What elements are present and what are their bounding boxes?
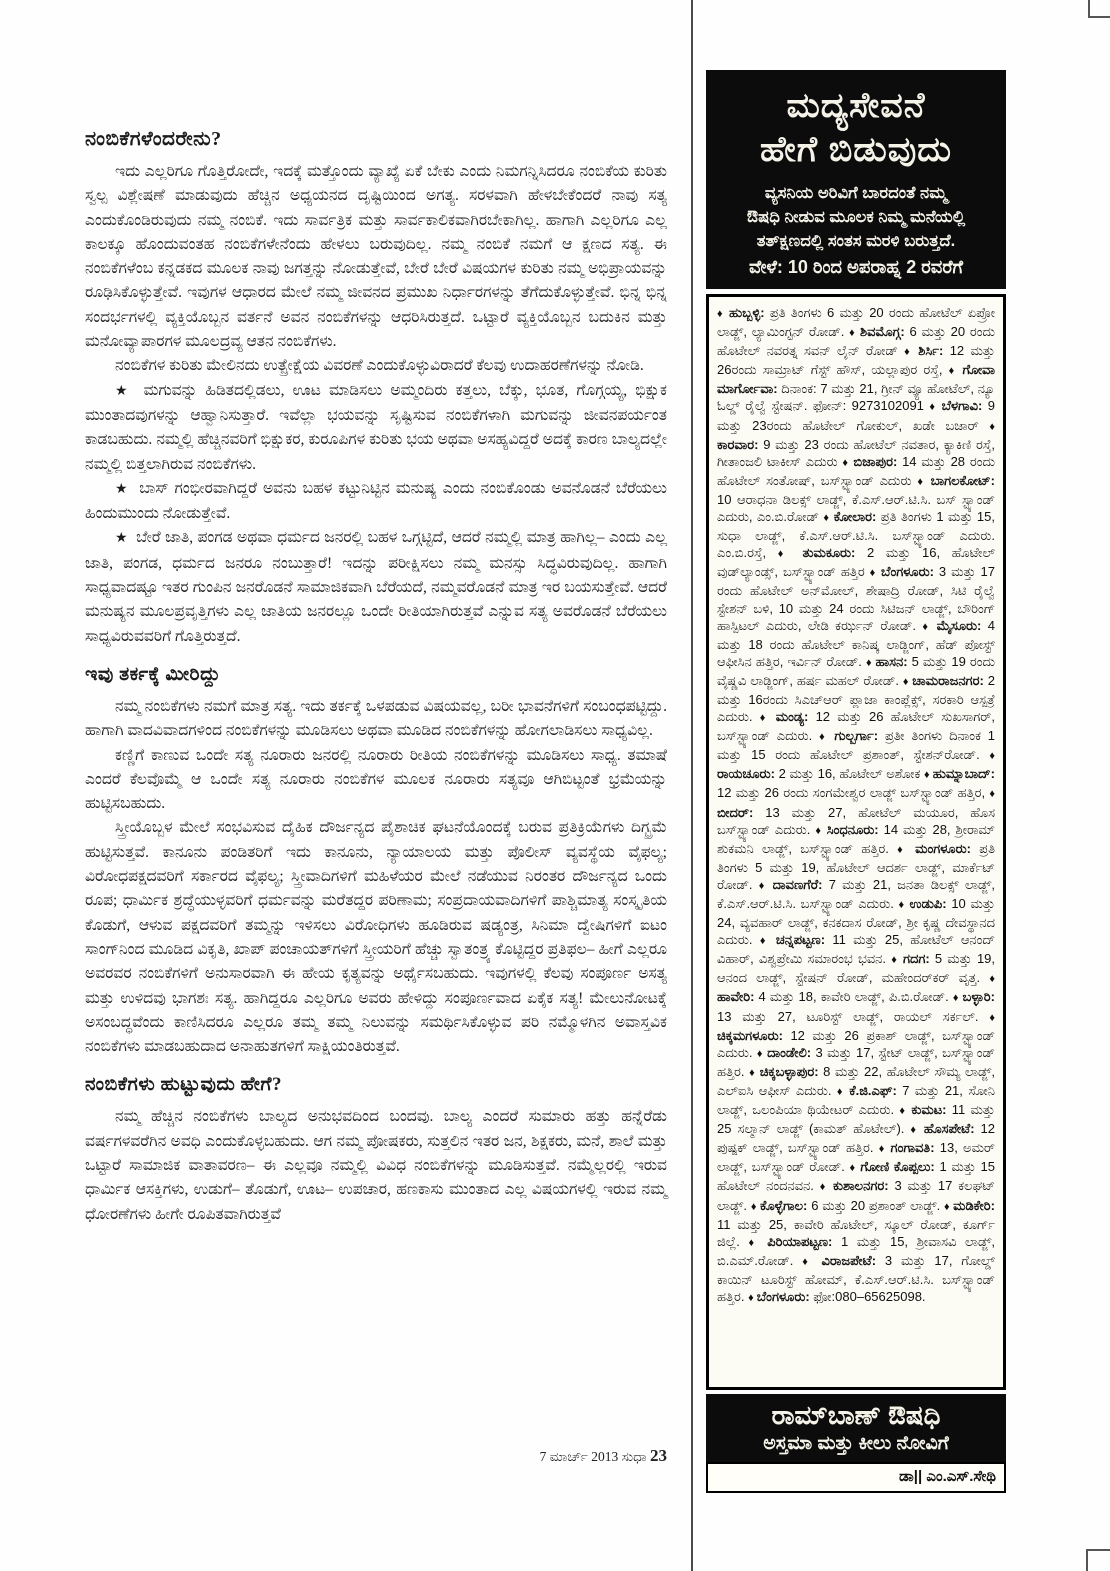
ad-header-banner: [706, 70, 1006, 289]
listing-city-name: ಕೊಳ್ಳೆಗಾಲ:: [759, 1197, 812, 1213]
diamond-bullet-icon: ♦: [756, 1047, 768, 1060]
listing-details: 12 ಮತ್ತು 26ರಂದು ಸಾಮ್ರಾಟ್ ಗೆಸ್ಟ್ ಹೌಸ್, ಯಲ್ಲಾಪುರ ರಸ್ತೆ,: [717, 343, 995, 378]
listing-city-name: ಚನ್ನಪಟ್ಟಣ:: [775, 932, 833, 948]
diamond-bullet-icon: ♦: [989, 750, 995, 763]
doctor-name: ಡಾ|| ಎಂ.ಎಸ್.ಸೇಥಿ: [898, 1468, 996, 1485]
diamond-bullet-icon: ♦: [802, 1255, 822, 1268]
diamond-bullet-icon: ♦: [819, 731, 835, 744]
listing-details: 6 ಮತ್ತು 20 ರಂದು ಹೊಟೇಲ್ ನವರತ್ನ ಸವನ್ ಲೈನ್ ರೋಡ್: [717, 324, 996, 359]
diamond-bullet-icon: ♦: [749, 1066, 760, 1079]
listing-city-name: ಗುಲ್ಬರ್ಗಾ:: [834, 728, 885, 744]
ad-timing-line: ವೇಳೆ: 10 ರಿಂದ ಅಪರಾಹ್ನ 2 ರವರೆಗೆ: [748, 257, 964, 277]
star-bullet-list: [85, 379, 667, 649]
diamond-bullet-icon: ♦: [923, 769, 933, 782]
listing-details: 2 ಮತ್ತು 16, ಹೊಟೇಲ್ ವುಡ್‌ಲ್ಯಾಂಡ್ಸ್, ಬಸ್‌ಸ್ಟ್ಯಾಂಡ್ ಹತ್ತಿರ: [717, 545, 995, 580]
listing-details: 13 ಮತ್ತು 27, ಟೂರಿಸ್ಟ್ ಲಾಡ್ಜ್, ರಾಯಲ್ ಸರ್ಕಲ್.: [717, 1008, 990, 1024]
listing-details: 4 ಮತ್ತು 18 ರಂದು ಹೊಟೇಲ್ ಕಾನಿಷ್ಕ ಲಾಡ್ಜಿಂಗ್, ಹೆಡ್ ಪೋಸ್ಟ್ ಆಫೀಸಿನ ಹತ್ತಿರ, ಇರ್ವಿನ್ ರೋಡ್.: [717, 617, 996, 669]
diamond-bullet-icon: ♦: [948, 365, 963, 378]
listing-details: 10 ಆರಾಧನಾ ಡಿಲಕ್ಸ್ ಲಾಡ್ಜ್, ಕೆ.ಎಸ್.ಆರ್.ಟಿ.ಸಿ. ಬಸ್ ಸ್ಟ್ಯಾಂಡ್ ಎದುರು, ಎಂ.ಬಿ.ರೋಡ್: [717, 491, 995, 525]
diamond-bullet-icon: ♦: [910, 1124, 924, 1137]
diamond-bullet-icon: ♦: [759, 935, 776, 948]
article-paragraph-5: ಸ್ತ್ರೀಯೊಬ್ಬಳ ಮೇಲೆ ಸಂಭವಿಸುವ ದೈಹಿಕ ದೌರ್ಜನ್ಯದ ಪೈಶಾಚಿಕ ಘಟನೆಯೊಂದಕ್ಕೆ ಬರುವ ಪ್ರತಿಕ್ರಿಯೆಗಳು ದಿಗ್ಭ್ರಮೆ ಹುಟ್ಟಿಸುತ್ತವೆ. ಕಾನೂನು ಪಂಡಿತರಿಗೆ ಇದು ಕಾನೂನು, ನ್ಯಾಯಾಲಯ ಮತ್ತು ಪೊಲೀಸ್ ವ್ಯವಸ್ಥೆಯ ವೈಫಲ್ಯ; ವಿರೋಧಪಕ್ಷದವರಿಗೆ ಸರ್ಕಾರದ ವೈಫಲ್ಯ; ಸ್ತ್ರೀವಾದಿಗಳಿಗೆ ಮಹಿಳೆಯರ ಮೇಲೆ ನಡೆಯುವ ನಿರಂತರ ದೌರ್ಜನ್ಯದ ಒಂದು ರೂಪ; ಧಾರ್ಮಿಕ ಶ್ರದ್ಧೆಯುಳ್ಳವರಿಗೆ ಧರ್ಮವನ್ನು ಮರೆತದ್ದರ ಪರಿಣಾಮ; ಸಂಪ್ರದಾಯವಾದಿಗಳಿಗೆ ಪಾಶ್ಚಿಮಾತ್ಯ ಸಂಸ್ಕೃತಿಯ ಕೊಡುಗೆ, ಆಳುವ ಪಕ್ಷದವರಿಗೆ ತಮ್ಮನ್ನು ಇಳಿಸಲು ವಿರೋಧಿಗಳು ಹೂಡಿರುವ ಷಡ್ಯಂತ್ರ, ಸಿನಿಮಾ ದ್ವೇಷಿಗಳಿಗೆ ಐಟಂ ಸಾಂಗ್‌ನಿಂದ ಮೂಡಿದ ವಿಕೃತಿ, ಖಾಪ್ ಪಂಚಾಯತ್‌ಗಳಿಗೆ ಸ್ತ್ರೀಯರಿಗೆ ಹೆಚ್ಚು ಸ್ವಾತಂತ್ರ್ಯ ಕೊಟ್ಟಿದ್ದರ ಪ್ರತಿಫಲ– ಹೀಗೆ ಎಲ್ಲರೂ ಅವರವರ ನಂಬಿಕೆಗಳಿಗೆ ಅನುಸಾರವಾಗಿ ಈ ಹೇಯ ಕೃತ್ಯವನ್ನು ಅರ್ಥೈಸಬಹುದು. ಇವುಗಳಲ್ಲಿ ಕೆಲವು ಸಂಪೂರ್ಣ ಅಸತ್ಯ ಮತ್ತು ಉಳಿದವು ಭಾಗಶಃ ಸತ್ಯ. ಹಾಗಿದ್ದರೂ ಎಲ್ಲರಿಗೂ ಅವರು ಹೇಳಿದ್ದು ಸಂಪೂರ್ಣವಾದ ಏಕೈಕ ಸತ್ಯ! ಮೇಲುನೋಟಕ್ಕೆ ಅಸಂಬದ್ಧವೆಂದು ಕಾಣಿಸಿದರೂ ಎಲ್ಲರೂ ತಮ್ಮ ತಮ್ಮ ನಿಲುವನ್ನು ಸಮರ್ಥಿಸಿಕೊಳ್ಳುವ ಪರಿ ನಮ್ಮೊಳಗಿನ ಅವಾಸ್ತವಿಕ ನಂಬಿಕೆಗಳು ಮಾಡಬಹುದಾದ ಅನಾಹುತಗಳಿಗೆ ಸಾಕ್ಷಿಯಂತಿರುತ್ತವೆ.: [85, 819, 667, 1056]
listing-city-name: ರಾಯಚೂರು:: [717, 766, 779, 782]
listing-city-name: ಚಿಕ್ಕಮಗಳೂರು:: [717, 1027, 791, 1043]
listing-city-name: ಬೆಂಗಳೂರು:: [756, 1288, 814, 1304]
diamond-bullet-icon: ♦: [944, 1200, 954, 1213]
star-icon: ★: [115, 383, 144, 399]
ad-subtitle-line2: ಔಷಧಿ ನೀಡುವ ಮೂಲಕ ನಿಮ್ಮ ಮನೆಯಲ್ಲಿ: [746, 208, 966, 226]
listing-city-name: ಕಾರವಾರ:: [717, 436, 764, 452]
footer-date: 7 ಮಾರ್ಚ್ 2013 ಸುಧಾ: [539, 1449, 647, 1464]
listing-city-name: ದಾವಣಗೆರೆ:: [772, 876, 829, 892]
listing-city-name: ಮಂಡ್ಯ:: [775, 709, 816, 725]
diamond-bullet-icon: ♦: [902, 675, 913, 688]
listing-details: 1 ಮತ್ತು 15 ಹೊಟೇಲ್ ನಂದನವನ.: [717, 1159, 996, 1194]
diamond-bullet-icon: ♦: [849, 1162, 861, 1175]
listing-details: 9 ಮತ್ತು 23ರಂದು ಹೊಟೇಲ್ ಗೋಕುಲ್, ಖಡೇ ಬಜಾರ್: [717, 398, 995, 433]
listing-city-name: ಮಂಗಳೂರು:: [915, 840, 980, 856]
listing-city-name: ವಿರಾಜಪೇಟೆ:: [821, 1252, 885, 1268]
diamond-bullet-icon: ♦: [899, 1105, 912, 1118]
diamond-bullet-icon: ♦: [748, 1291, 757, 1304]
listing-details: 3 ಮತ್ತು 17, ಸ್ಟೇಟ್ ಲಾಡ್ಜ್, ಬಸ್‌ಸ್ಟ್ಯಾಂಡ್ ಹತ್ತಿರ.: [717, 1044, 995, 1079]
listing-details: ಫೋ:080–65625098.: [813, 1288, 926, 1304]
listing-city-name: ಕೆ.ಜಿ.ಎಫ್:: [849, 1082, 903, 1098]
article-heading-2: ಇವು ತರ್ಕಕ್ಕೆ ಮೀರಿದ್ದು: [85, 663, 221, 685]
diamond-bullet-icon: ♦: [891, 954, 903, 967]
listing-city-name: ಹಾವೇರಿ:: [717, 989, 759, 1005]
star-bullet-paragraph: ★ ಬೇರೆ ಜಾತಿ, ಪಂಗಡ ಅಥವಾ ಧರ್ಮದ ಜನರಲ್ಲಿ ಬಹಳ ಒಗ್ಗಟ್ಟಿದೆ, ಆದರೆ ನಮ್ಮಲ್ಲಿ ಮಾತ್ರ ಹಾಗಿಲ್ಲ– ಎಂದು ಎಲ್ಲ ಜಾತಿ, ಪಂಗಡ, ಧರ್ಮದ ಜನರೂ ನಂಬುತ್ತಾರೆ! ಇದನ್ನು ಪರೀಕ್ಷಿಸಲು ನಮ್ಮ ಮನಸ್ಸು ಸಿದ್ಧವಿರುವುದಿಲ್ಲ. ಹಾಗಾಗಿ ಸಾಧ್ಯವಾದಷ್ಟೂ ಇತರ ಗುಂಪಿನ ಜನರೊಡನೆ ಸಾಮಾಜಿಕವಾಗಿ ಬೆರೆಯದೆ, ನಮ್ಮವರೊಡನೆ ಮಾತ್ರ ಇರ ಬಯಸುತ್ತೇವೆ. ಆದರೆ ಮನುಷ್ಯನ ಮೂಲಪ್ರವೃತ್ತಿಗಳು ಎಲ್ಲ ಜಾತಿಯ ಜನರಲ್ಲೂ ಒಂದೇ ರೀತಿಯಾಗಿರುತ್ತವೆ ಎನ್ನುವ ಸತ್ಯ ಅವರೊಡನೆ ಬೆರೆಯಲು ಸಾಧ್ಯವಿರುವವರಿಗೆ ಗೊತ್ತಿರುತ್ತದೆ.: [85, 529, 668, 645]
diamond-bullet-icon: ♦: [750, 1200, 760, 1213]
ad-subtitle-line1: ವ್ಯಸನಿಯ ಅರಿವಿಗೆ ಬಾರದಂತೆ ನಮ್ಮ: [764, 184, 948, 202]
diamond-bullet-icon: ♦: [989, 788, 995, 801]
listing-city-name: ಗಂಗಾವತಿ:: [890, 1140, 940, 1156]
listing-details: 4 ಮತ್ತು 18, ಕಾವೇರಿ ಲಾಡ್ಜ್, ಪಿ.ಬಿ.ರೋಡ್.: [758, 989, 953, 1005]
diamond-bullet-icon: ♦: [717, 308, 729, 320]
diamond-bullet-icon: ♦: [849, 327, 861, 340]
listing-details: 12 ಮತ್ತು 26 ರಂದು ಸಂಗಮೇಶ್ವರ ಲಾಡ್ಜ್ ಬಸ್‌ಸ್ಟ್ಯಾಂಡ್ ಹತ್ತಿರ,: [717, 785, 990, 801]
listing-city-name: ಹುಮ್ನಾಬಾದ್:: [932, 766, 995, 782]
listing-city-name: ಶಿವಮೊಗ್ಗ:: [860, 324, 910, 340]
listing-city-name: ದಾಂಡೇಲಿ:: [767, 1044, 816, 1060]
listing-city-name: ಗೋವಾ ಮಾರ್ಗೋವಾ:: [717, 362, 995, 397]
listing-city-name: ಚಿಕ್ಕಬಳ್ಳಾಪುರ:: [759, 1063, 824, 1079]
ad-subtitle-line3: ತತ್‌ಕ್ಷಣದಲ್ಲಿ ಸಂತಸ ಮರಳಿ ಬರುತ್ತದೆ.: [756, 232, 956, 250]
article-paragraph-4: ಕಣ್ಣಿಗೆ ಕಾಣುವ ಒಂದೇ ಸತ್ಯ ನೂರಾರು ಜನರಲ್ಲಿ ನೂರಾರು ರೀತಿಯ ನಂಬಿಕೆಗಳನ್ನು ಮೂಡಿಸಲು ಸಾಧ್ಯ. ತಮಾಷೆ ಎಂದರೆ ಕೆಲವೊಮ್ಮೆ ಆ ಒಂದೇ ಸತ್ಯ ನೂರಾರು ನಂಬಿಕೆಗಳ ಮೂಲಕ ನೂರಾರು ಸತ್ಯವೂ ಆಗಿಬಿಟ್ಟಂತೆ ಭ್ರಮೆಯನ್ನು ಹುಟ್ಟಿಸಬಹುದು.: [85, 746, 667, 813]
listing-details: 5 ಮತ್ತು 19, ಆನಂದ ಲಾಡ್ಜ್, ಸ್ಟೇಷನ್ ರೋಡ್, ಮಹೇಂದರ್‌ಕರ್ ವೃತ್ತ.: [717, 951, 996, 986]
page-number: 23: [650, 1446, 667, 1465]
listing-details: 11 ಮತ್ತು 25 ಸಲ್ಮಾನ್ ಲಾಡ್ಜ್ (ಕಾಮತ್ ಹೊಟೇಲ್).: [717, 1102, 995, 1137]
diamond-bullet-icon: ♦: [898, 899, 910, 911]
listing-details: 2 ಮತ್ತು 16, ಹೊಟೇಲ್ ಅಶೋಕ: [778, 766, 924, 782]
listing-city-name: ಬಾಗಲಕೋಟ್:: [930, 472, 995, 488]
listing-details: 11 ಮತ್ತು 25, ಕಾವೇರಿ ಹೊಟೇಲ್, ಸ್ಕೂಲ್ ರೋಡ್, ಕೂರ್ಗ್ ಜಿಲ್ಲೆ.: [717, 1216, 995, 1249]
diamond-bullet-icon: ♦: [989, 420, 995, 433]
listing-city-name: ಹೊಸಪೇಟೆ:: [923, 1121, 981, 1137]
listing-details: 9 ಮತ್ತು 23 ರಂದು ಹೋಟೆಲ್ ನವತಾರ, ಕ್ಯಾಕಿಣಿ ರಸ್ತೆ, ಗೀತಾಂಜಲಿ ಟಾಕೀಸ್ ಎದುರು: [717, 436, 996, 469]
diamond-bullet-icon: ♦: [815, 824, 827, 837]
crop-mark-bottom-right: [1086, 1549, 1110, 1571]
column-divider: [691, 0, 693, 1571]
listing-city-name: ಮಡಿಕೇರಿ:: [953, 1197, 995, 1213]
listing-city-name: ಬೆಂಗಳೂರು:: [881, 564, 939, 580]
ad-bottom-line2: ಅಸ್ತಮಾ ಮತ್ತು ಕೀಲು ನೋವಿಗೆ: [763, 1433, 949, 1454]
listing-details: 2 ಮತ್ತು 16ರಂದು ಸಿಎಚ್‌ಆರ್ ಪ್ಲಾಜಾ ಕಾಂಪ್ಲೆಕ್ಸ್, ಸರಕಾರಿ ಆಸ್ಪತ್ರೆ ಎದುರು.: [717, 672, 995, 725]
listing-city-name: ಗದಗ:: [902, 951, 935, 967]
diamond-bullet-icon: ♦: [952, 992, 963, 1005]
listing-details: ಪ್ರತೀ ತಿಂಗಳು ದಿನಾಂಕ 1 ಮತ್ತು 15 ರಂದು ಹೊಟೇಲ್ ಪ್ರಶಾಂತ್, ಸ್ಟೇಶನ್‌ರೋಡ್.: [717, 728, 996, 763]
listing-city-name: ಚಾಮರಾಜನಗರ:: [912, 672, 988, 688]
star-bullet-paragraph: ★ ಬಾಸ್ ಗಂಭೀರವಾಗಿದ್ದರೆ ಅವನು ಬಹಳ ಕಟ್ಟುನಿಟ್ಟಿನ ಮನುಷ್ಯ ಎಂದು ನಂಬಿಕೊಂಡು ಅವನೊಡನೆ ಬೆರೆಯಲು ಹಿಂದುಮುಂದು ನೋಡುತ್ತೇವೆ.: [85, 479, 667, 523]
ad-city-listings: [706, 294, 1006, 1390]
listing-details: 7 ಮತ್ತು 21, ಜನತಾ ಡಿಲಕ್ಸ್ ಲಾಡ್ಜ್, ಕೆ.ಎಸ್.ಆರ್.ಟಿ.ಸಿ. ಬಸ್‌ಸ್ಟ್ಯಾಂಡ್ ಎದುರು.: [717, 876, 995, 911]
listing-details: 12 ಪುಷ್ಪಕ್ ಲಾಡ್ಜ್, ಬಸ್‌ಸ್ಟ್ಯಾಂಡ್ ಹತ್ತಿರ.: [717, 1121, 995, 1156]
listing-details: 8 ಮತ್ತು 22, ಹೊಟೇಲ್ ಸೌಮ್ಯ ಲಾಡ್ಜ್, ಎಲ್‌ಐಸಿ ಆಫೀಸ್ ಎದುರು.: [717, 1063, 995, 1098]
diamond-bullet-icon: ♦: [917, 475, 931, 488]
ad-title-line1: ಮದ್ಯಸೇವನೆ: [786, 86, 926, 125]
article-paragraph-1: ಇದು ಎಲ್ಲರಿಗೂ ಗೊತ್ತಿರೋದೇ, ಇದಕ್ಕೆ ಮತ್ತೊಂದು ವ್ಯಾಖ್ಯೆ ಏಕೆ ಬೇಕು ಎಂದು ನಿಮಗನ್ನಿಸಿದರೂ ನಂಬಿಕೆಯ ಕುರಿತು ಸ್ವಲ್ಪ ವಿಶ್ಲೇಷಣೆ ಮಾಡುವುದು ಹೆಚ್ಚಿನ ಅಧ್ಯಯನದ ದೃಷ್ಟಿಯಿಂದ ಅಗತ್ಯ. ಸರಳವಾಗಿ ಹೇಳಬೇಕೆಂದರೆ ನಾವು ಸತ್ಯ ಎಂದುಕೊಂಡಿರುವುದು ನಮ್ಮ ನಂಬಿಕೆ. ಇದು ಸಾರ್ವತ್ರಿಕ ಮತ್ತು ಸಾರ್ವಕಾಲಿಕವಾಗಿರಬೇಕಾಗಿಲ್ಲ. ಹಾಗಾಗಿ ಎಲ್ಲರಿಗೂ ಎಲ್ಲ ಕಾಲಕ್ಕೂ ಹೊಂದುವಂತಹ ನಂಬಿಕೆಗಳೇನೆಂದು ಹೇಳಲು ಬರುವುದಿಲ್ಲ. ನಮ್ಮ ನಂಬಿಕೆ ನಮಗೆ ಆ ಕ್ಷಣದ ಸತ್ಯ. ಈ ನಂಬಿಕೆಗಳೆಂಬ ಕನ್ನಡಕದ ಮೂಲಕ ನಾವು ಜಗತ್ತನ್ನು ನೋಡುತ್ತೇವೆ, ಬೇರೆ ಬೇರೆ ವಿಷಯಗಳ ಕುರಿತು ನಮ್ಮ ಅಭಿಪ್ರಾಯವನ್ನು ರೂಢಿಸಿಕೊಳ್ಳುತ್ತೇವೆ. ಇವುಗಳ ಆಧಾರದ ಮೇಲೆ ನಮ್ಮ ಜೀವನದ ಪ್ರಮುಖ ನಿರ್ಧಾರಗಳನ್ನು ತೆಗೆದುಕೊಳ್ಳುತ್ತೇವೆ. ಭಿನ್ನ ಭಿನ್ನ ಸಂದರ್ಭಗಳಲ್ಲಿ ವ್ಯಕ್ತಿಯೊಬ್ಬನ ವರ್ತನೆ ಅವನ ನಂಬಿಕೆಗಳನ್ನು ಆಧರಿಸಿರುತ್ತದೆ. ಒಟ್ಟಾರೆ ವ್ಯಕ್ತಿಯೊಬ್ಬನ ಬದುಕಿನ ಮತ್ತು ಮನೋವ್ಯಾಪಾರಗಳ ಮೂಲದ್ರವ್ಯ ಆತನ ನಂಬಿಕೆಗಳು.: [85, 163, 667, 351]
listing-details: 13, ಅಮರ್ ಲಾಡ್ಜ್, ಬಸ್‌ಸ್ಟ್ಯಾಂಡ್ ರೋಡ್.: [717, 1140, 996, 1175]
article-column: [85, 128, 667, 1227]
diamond-bullet-icon: ♦: [748, 1236, 768, 1249]
diamond-bullet-icon: ♦: [777, 548, 803, 561]
diamond-bullet-icon: ♦: [922, 620, 937, 633]
listing-details: 3 ಮತ್ತು 17 ಕಲಘಟ್ ಲಾಡ್ಜ್.: [717, 1178, 995, 1213]
diamond-bullet-icon: ♦: [897, 843, 916, 856]
diamond-bullet-icon: ♦: [758, 879, 773, 892]
ad-bottom-line1: ರಾಮ್‌ಬಾಣ್ ಔಷಧಿ: [771, 1400, 941, 1430]
star-icon: ★: [115, 531, 137, 547]
listing-details: ದಿನಾಂಕ: 7 ಮತ್ತು 21, ಗ್ರೀನ್ ವ್ಯೂ ಹೋಟೆಲ್, ನ್ಯೂ ಓಲ್ಡ್ ರೈಲ್ವೆ ಸ್ಟೇಷನ್. ಫೋನ್: 9273102091: [717, 381, 995, 414]
listing-city-name: ಹಾಸನ:: [875, 653, 912, 669]
listing-details: 10 ಮತ್ತು 24, ವ್ಯವಹಾರ್ ಲಾಡ್ಜ್, ಕನಕದಾಸ ರೋಡ್, ಶ್ರೀ ಕೃಷ್ಣ ದೇವಸ್ಥಾನದ ಎದುರು.: [717, 896, 995, 948]
star-icon: ★: [115, 481, 140, 497]
diamond-bullet-icon: ♦: [819, 1181, 833, 1194]
listing-details: 3 ಮತ್ತು 17 ರಂದು ಹೊಟೇಲ್ ಅನ್‌ಮೋಲ್, ಶೇಷಾದ್ರಿ ರೋಡ್, ಸಿಟಿ ರೈಲ್ವೆ ಸ್ಟೇಶನ್ ಬಳಿ, 10 ಮತ್ತು 24 ರಂದು ಸಿಟಿಜನ್ ಲಾಡ್ಜ್, ಬೌರಿಂಗ್ ಹಾಸ್ಪಿಟಲ್ ಎದುರು, ಲೇಡಿ ಕರ್ಝನ್ ರೋಡ್.: [717, 564, 996, 633]
listing-city-name: ಹುಬ್ಬಳ್ಳಿ:: [728, 305, 770, 320]
listing-city-name: ಉಡುಪಿ:: [909, 896, 952, 911]
ad-title-line2: ಹೇಗೆ ಬಿಡುವುದು: [759, 130, 952, 169]
listing-city-name: ಬೆಳಗಾವಿ:: [941, 398, 988, 414]
diamond-bullet-icon: ♦: [989, 1011, 995, 1024]
diamond-bullet-icon: ♦: [842, 456, 854, 469]
listing-city-name: ಬೀದರ್:: [717, 804, 766, 820]
diamond-bullet-icon: ♦: [865, 656, 876, 669]
ad-bottom-banner: [706, 1394, 1006, 1462]
listing-city-name: ಸಿಂಧನೂರು:: [826, 821, 884, 837]
listing-city-name: ಬಿಜಾಪುರ:: [853, 453, 903, 469]
diamond-bullet-icon: ♦: [989, 973, 995, 986]
listing-details: 1 ಮತ್ತು 15, ಶ್ರೀವಾಸವಿ ಲಾಡ್ಜ್, ಬಿ.ಎಮ್.ರೋಡ್.: [717, 1233, 996, 1268]
listing-details: ಪ್ರತಿ ತಿಂಗಳು 1 ಮತ್ತು 15, ಸುಧಾ ಲಾಡ್ಜ್, ಕೆ.ಎಸ್.ಆರ್.ಟಿ.ಸಿ. ಬಸ್‌ಸ್ಟ್ಯಾಂಡ್ ಎದುರು. ಎಂ.ಬಿ.ರಸ್ತೆ,: [717, 509, 995, 561]
listing-details: 11 ಮತ್ತು 25, ಹೋಟೆಲ್ ಆನಂದ್ ವಿಹಾರ್, ವಿಶ್ವಪ್ರೇಮಿ ಸಮಾರಂಭ ಭವನ.: [717, 932, 995, 967]
diamond-bullet-icon: ♦: [904, 346, 919, 359]
article-paragraph-6: ನಮ್ಮ ಹೆಚ್ಚಿನ ನಂಬಿಕೆಗಳು ಬಾಲ್ಯದ ಅನುಭವದಿಂದ ಬಂದವು. ಬಾಲ್ಯ ಎಂದರೆ ಸುಮಾರು ಹತ್ತು ಹನ್ನೆರೆಡು ವರ್ಷಗಳವರೆಗಿನ ಅವಧಿ ಎಂದುಕೊಳ್ಳಬಹುದು. ಆಗ ನಮ್ಮ ಪೋಷಕರು, ಸುತ್ತಲಿನ ಇತರ ಜನ, ಶಿಕ್ಷಕರು, ಮನೆ, ಶಾಲೆ ಮತ್ತು ಒಟ್ಟಾರೆ ಸಾಮಾಜಿಕ ವಾತಾವರಣ– ಈ ಎಲ್ಲವೂ ನಮ್ಮಲ್ಲಿ ವಿವಿಧ ನಂಬಿಕೆಗಳನ್ನು ಮೂಡಿಸುತ್ತವೆ. ನಮ್ಮೆಲ್ಲರಲ್ಲಿ ಇರುವ ಧಾರ್ಮಿಕ ಆಸಕ್ತಿಗಳು, ಉಡುಗೆ– ತೊಡುಗೆ, ಊಟ– ಉಪಚಾರ, ಹಣಕಾಸು ಮುಂತಾದ ಎಲ್ಲ ವಿಷಯಗಳಲ್ಲಿ ಇರುವ ನಮ್ಮ ಧೋರಣೆಗಳು ಹೀಗೇ ರೂಪಿತವಾಗಿರುತ್ತವೆ: [85, 1108, 667, 1223]
listing-city-name: ಮೈಸೂರು:: [936, 617, 988, 633]
listing-details: 13 ಮತ್ತು 27, ಹೋಟೆಲ್ ಮಯೂರ, ಹೊಸ ಬಸ್‌ಸ್ಟ್ಯಾಂಡ್ ಎದುರು.: [717, 804, 995, 837]
diamond-bullet-icon: ♦: [929, 401, 942, 414]
listing-details: ಪ್ರತಿ ತಿಂಗಳು 6 ಮತ್ತು 20 ರಂದು ಹೋಟೆಲ್ ಏಪ್ರೋ ಲಾಡ್ಜ್, ಲ್ಯಾಮಿಂಗ್ಟನ್ ರೋಡ್.: [717, 305, 996, 340]
listing-details: 14 ಮತ್ತು 28 ರಂದು ಹೊಟೇಲ್ ಸಂತೋಷ್, ಬಸ್‌ಸ್ಟ್ಯಾಂಡ್ ಎದುರು: [717, 453, 995, 488]
listing-city-name: ಶಿರ್ಸಿ:: [918, 343, 950, 359]
ad-column: [706, 70, 1006, 1493]
listing-details: 6 ಮತ್ತು 20 ಪ್ರಶಾಂತ್ ಲಾಡ್ಜ್.: [811, 1197, 945, 1213]
listing-details: 14 ಮತ್ತು 28, ಶ್ರೀರಾಮ್ ಶುಕಮನಿ ಲಾಡ್ಜ್, ಬಸ್‌ಸ್ಟ್ಯಾಂಡ್ ಹತ್ತಿರ.: [717, 821, 995, 856]
article-paragraph-3: ನಮ್ಮ ನಂಬಿಕೆಗಳು ನಮಗೆ ಮಾತ್ರ ಸತ್ಯ. ಇದು ತರ್ಕಕ್ಕೆ ಒಳಪಡುವ ವಿಷಯವಲ್ಲ, ಬರೀ ಭಾವನೆಗಳಿಗೆ ಸಂಬಂಧಪಟ್ಟಿದ್ದು. ಹಾಗಾಗಿ ವಾದವಿವಾದಗಳಿಂದ ನಂಬಿಕೆಗಳನ್ನು ಮೂಡಿಸಲು ಅಥವಾ ಮೂಡಿದ ನಂಬಿಕೆಗಳನ್ನು ಹೋಗಲಾಡಿಸಲು ಸಾಧ್ಯವಿಲ್ಲ.: [85, 697, 667, 740]
listing-city-name: ಗೋಣಿ ಕೊಪ್ಪಲು:: [860, 1159, 940, 1175]
article-heading-3: ನಂಬಿಕೆಗಳು ಹುಟ್ಟುವುದು ಹೇಗೆ?: [85, 1074, 282, 1096]
diamond-bullet-icon: ♦: [878, 1143, 891, 1156]
star-bullet-paragraph: ★ ಮಗುವನ್ನು ಹಿಡಿತದಲ್ಲಿಡಲು, ಊಟ ಮಾಡಿಸಲು ಅಮ್ಮಂದಿರು ಕತ್ತಲು, ಬೆಕ್ಕು, ಭೂತ, ಗೊಗ್ಗಯ್ಯ, ಭಿಕ್ಷುಕ ಮುಂತಾದವುಗಳನ್ನು ಆಹ್ವಾನಿಸುತ್ತಾರೆ. ಇವೆಲ್ಲಾ ಭಯವನ್ನು ಸೃಷ್ಟಿಸುವ ನಂಬಿಕೆಗಳಾಗಿ ಮಗುವನ್ನು ಜೀವನಪರ್ಯಂತ ಕಾಡಬಹುದು. ನಮ್ಮಲ್ಲಿ ಹೆಚ್ಚಿನವರಿಗೆ ಭಿಕ್ಷುಕರ, ಕುರೂಪಿಗಳ ಕುರಿತು ಭಯ ಅಥವಾ ಅಸಹ್ಯವಿದ್ದರೆ ಅದಕ್ಕೆ ಕಾರಣ ಬಾಲ್ಯದಲ್ಲೇ ನಮ್ಮಲ್ಲಿ ಬಿತ್ತಲಾಗಿರುವ ನಂಬಿಕೆಗಳು.: [85, 381, 667, 473]
listing-details: 3 ಮತ್ತು 17, ಗೋಲ್ಡ್ ಕಾಯಿನ್ ಟೂರಿಸ್ಟ್ ಹೋಮ್, ಕೆ.ಎಸ್.ಆರ್.ಟಿ.ಸಿ. ಬಸ್‌ಸ್ಟ್ಯಾಂಡ್ ಹತ್ತಿರ.: [717, 1252, 995, 1304]
article-paragraph-2: ನಂಬಿಕೆಗಳ ಕುರಿತು ಮೇಲಿನದು ಉತ್ಪ್ರೇಕ್ಷೆಯ ವಿವರಣೆ ಎಂದುಕೊಳ್ಳುವಿರಾದರೆ ಕೆಲವು ಉದಾಹರಣೆಗಳನ್ನು ನೋಡಿ.: [115, 357, 644, 375]
listing-details: 12 ಮತ್ತು 26 ಪ್ರಕಾಶ್ ಲಾಡ್ಜ್, ಬಸ್‌ಸ್ಟ್ಯಾಂಡ್ ಎದುರು.: [717, 1027, 995, 1060]
listing-city-name: ಕುಮಟ:: [911, 1102, 952, 1118]
listing-details: 12 ಮತ್ತು 26 ಹೊಟೇಲ್ ಸುಖಸಾಗರ್, ಬಸ್‌ಸ್ಟ್ಯಾಂಡ್ ಎದುರು.: [717, 709, 996, 744]
diamond-bullet-icon: ♦: [823, 512, 834, 525]
doctor-name-box: [706, 1462, 1006, 1493]
article-heading-1: ನಂಬಿಕೆಗಳೆಂದರೇನು?: [85, 128, 222, 150]
listing-city-name: ಪಿರಿಯಾಪಟ್ಟಣ:: [767, 1233, 841, 1249]
listing-details: ಪ್ರತಿ ತಿಂಗಳು 5 ಮತ್ತು 19, ಹೊಟೇಲ್ ಆದರ್ಶ ಲಾಡ್ಜ್, ಮಾರ್ಕೆಟ್ ರೋಡ್.: [717, 840, 995, 892]
listing-details: 7 ಮತ್ತು 21, ಸೋನಿ ಲಾಡ್ಜ್, ಒಲಂಪಿಯಾ ಥಿಯೇಟರ್ ಎದುರು.: [717, 1082, 996, 1118]
page-footer: [85, 1446, 667, 1466]
diamond-bullet-icon: ♦: [869, 567, 882, 580]
diamond-bullet-icon: ♦: [836, 1085, 850, 1098]
listing-city-name: ಕುಶಾಲನಗರ:: [832, 1178, 895, 1194]
listing-details: 5 ಮತ್ತು 19 ರಂದು ವೈಷ್ಣವಿ ಲಾಡ್ಜಿಂಗ್, ಹರ್ಷ ಮಹಲ್ ರೋಡ್.: [717, 653, 996, 688]
listing-city-name: ತುಮಕೂರು:: [802, 545, 868, 561]
listing-city-name: ಕೋಲಾರ:: [833, 509, 881, 525]
crop-mark-top-right: [1088, 0, 1110, 18]
listing-city-name: ಬಳ್ಳಾರಿ:: [962, 989, 995, 1005]
diamond-bullet-icon: ♦: [759, 712, 776, 725]
